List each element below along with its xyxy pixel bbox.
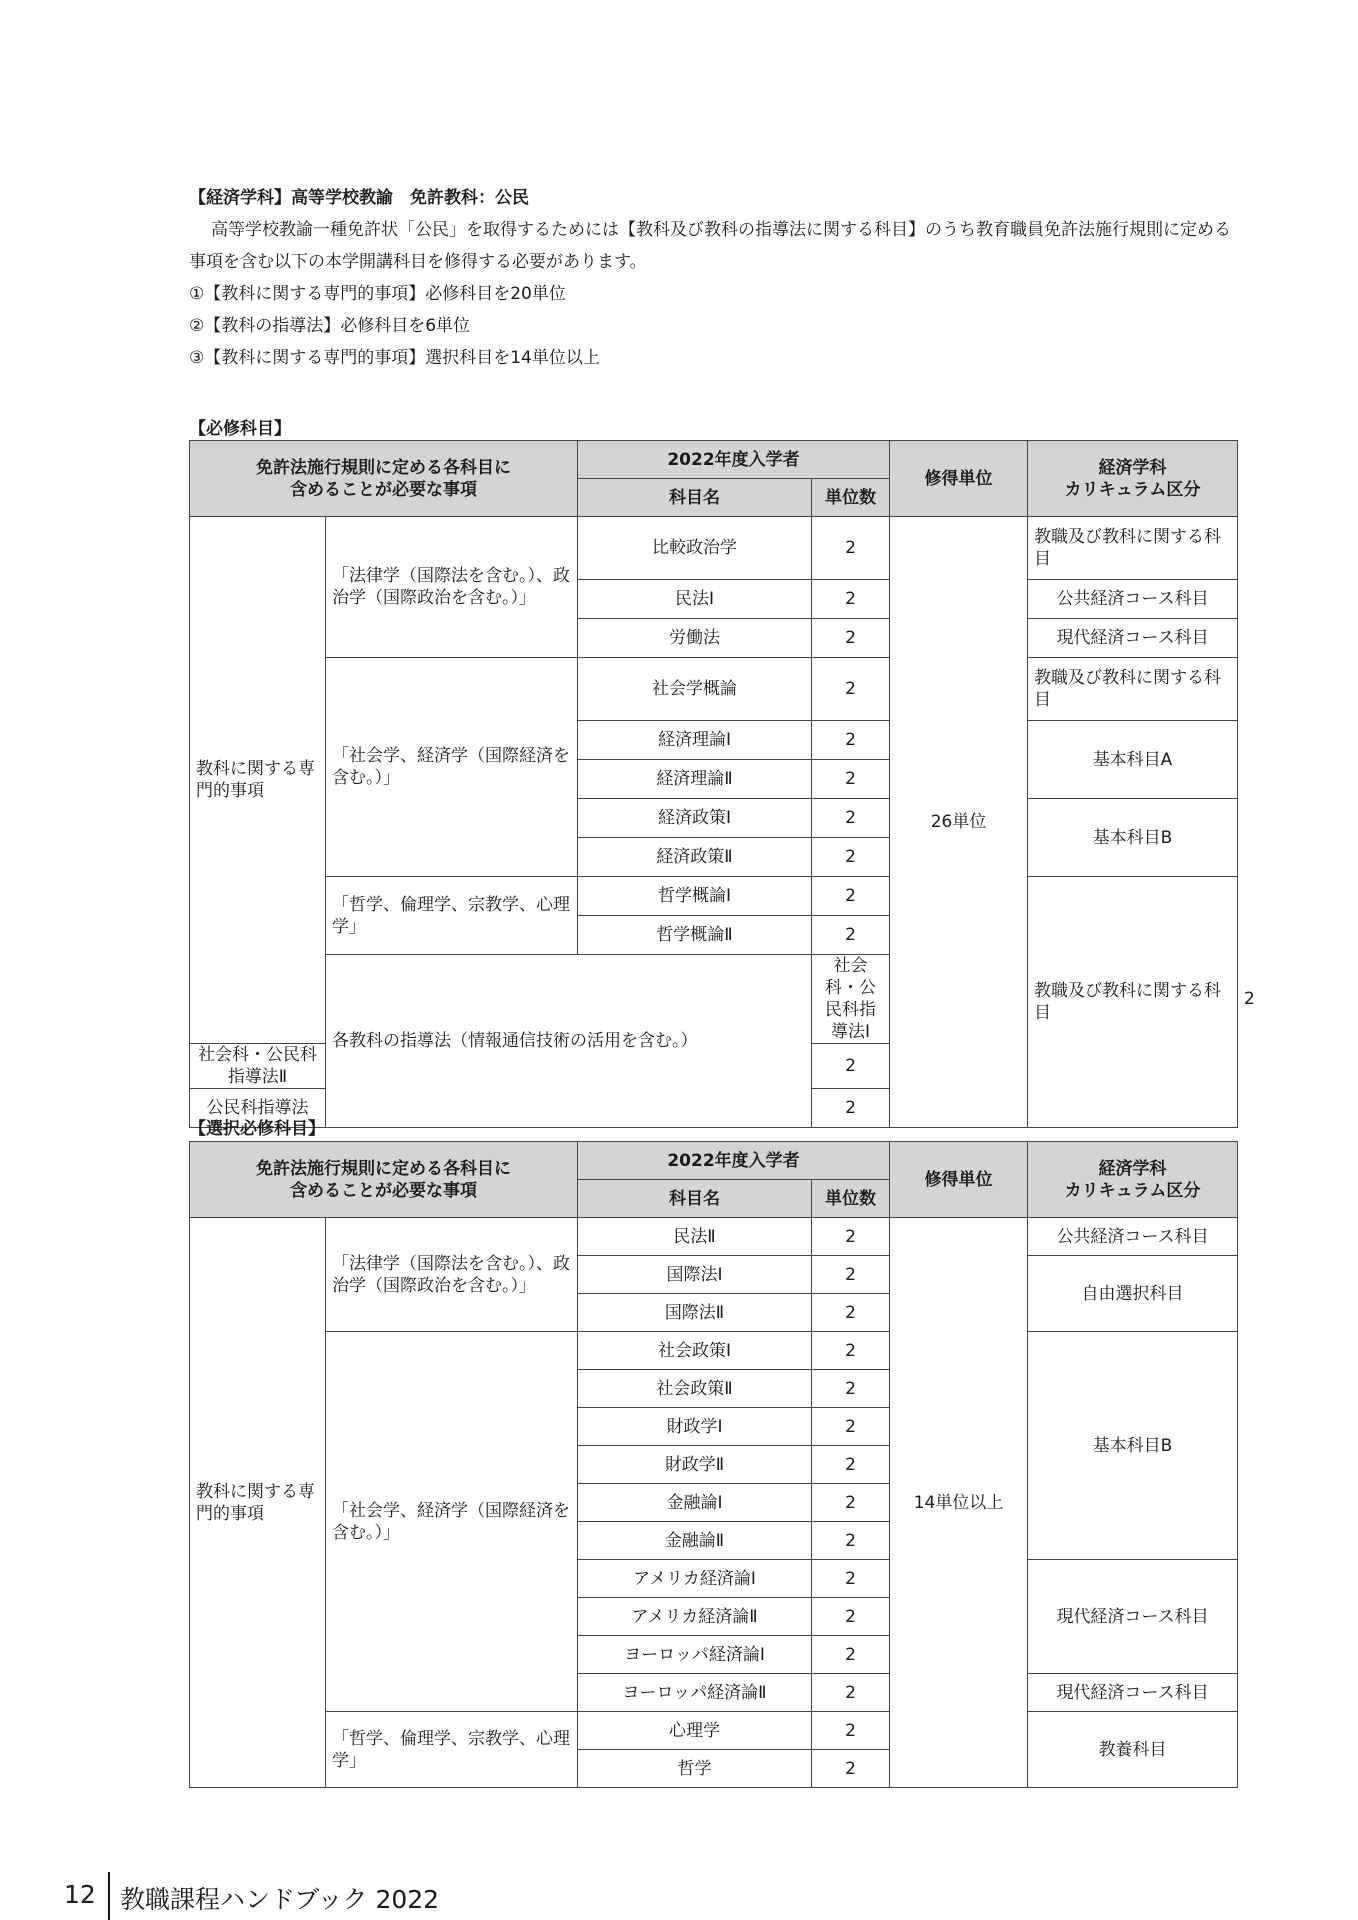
subject-name: 民法Ⅰ [578, 580, 812, 619]
subject-name: 経済政策Ⅱ [578, 838, 812, 877]
requirement-3: ③【教科に関する専門的事項】選択科目を14単位以上 [189, 348, 600, 368]
requirement-1: ①【教科に関する専門的事項】必修科目を20単位 [189, 284, 566, 304]
header-dept: 経済学科 カリキュラム区分 [1028, 441, 1238, 517]
subject-name: 哲学 [578, 1750, 812, 1788]
elective-table [189, 1141, 1238, 1788]
subject-name: ヨーロッパ経済論Ⅱ [578, 1674, 812, 1712]
subject-units: 2 [812, 1294, 890, 1332]
header-year: 2022年度入学者 [578, 1142, 890, 1180]
subject-name: 経済政策Ⅰ [578, 799, 812, 838]
curriculum-division: 公共経済コース科目 [1028, 580, 1238, 619]
subject-units: 2 [812, 1750, 890, 1788]
footer-title: 教職課程ハンドブック 2022 [120, 1885, 440, 1914]
page-number: 12 [64, 1880, 96, 1909]
curriculum-division: 基本科目B [1028, 799, 1238, 877]
subject-name: 経済理論Ⅱ [578, 760, 812, 799]
header-earned: 修得単位 [890, 441, 1028, 517]
subject-name: アメリカ経済論Ⅱ [578, 1598, 812, 1636]
subject-units: 2 [812, 1218, 890, 1256]
subject-units: 2 [812, 1408, 890, 1446]
curriculum-division: 教職及び教科に関する科目 [1028, 877, 1238, 1128]
subject-units: 2 [812, 1560, 890, 1598]
header-legal-items: 免許法施行規則に定める各科目に含めることが必要な事項 [190, 441, 578, 517]
curriculum-division: 教養科目 [1028, 1712, 1238, 1788]
subject-units: 2 [812, 1332, 890, 1370]
header-dept: 経済学科 カリキュラム区分 [1028, 1142, 1238, 1218]
subject-units: 2 [812, 1484, 890, 1522]
subject-name: 金融論Ⅰ [578, 1484, 812, 1522]
subject-units: 2 [812, 1674, 890, 1712]
subject-units: 2 [812, 517, 890, 580]
curriculum-division: 公共経済コース科目 [1028, 1218, 1238, 1256]
subject-name: 哲学概論Ⅰ [578, 877, 812, 916]
required-table: 免許法施行規則に定める各科目に含めることが必要な事項 2022年度入学者 修得単位 経済学科 カリキュラム区分 科目名 単位数 教科に関する専門的事項 「法律学（国際法を含む。）、政治学（国際政治を含む。）」 比較政治学 2 26単位 教職及び教科に関する科目 民法Ⅰ 2 公共経済コース科目 労働法 2 現代経済コース科目 「社会学、経済学（国際経済を含む。）」 社会学概論 2 教職及び教科に関する科目 経済理論Ⅰ 2 基本科目A 経済理論Ⅱ 2 経済政策Ⅰ 2 基本科目B 経済政策Ⅱ 2 「哲学、倫理学、宗教学、心理学」 哲学概論Ⅰ 2 教職及び教科に関する科目 哲学概論Ⅱ 2 各教科の指導法（情報通信技術の活用を含む。） 社会科・公民科指導法Ⅰ 2 社会科・公民科指導法Ⅱ 2 公民科指導法 2 [189, 440, 1238, 1128]
subject-units: 2 [812, 1256, 890, 1294]
subject-units: 2 [812, 1089, 890, 1128]
curriculum-division: 教職及び教科に関する科目 [1028, 517, 1238, 580]
header-legal-items: 免許法施行規則に定める各科目に含めることが必要な事項 [190, 1142, 578, 1218]
header-units: 単位数 [812, 479, 890, 517]
category-teaching-method: 各教科の指導法（情報通信技術の活用を含む。） [326, 955, 812, 1128]
sub-law-politics: 「法律学（国際法を含む。）、政治学（国際政治を含む。）」 [326, 517, 578, 658]
intro-block [189, 214, 1239, 374]
intro-paragraph: 高等学校教諭一種免許状「公民」を取得するためには【教科及び教科の指導法に関する科目】のうち教育職員免許法施行規則に定める事項を含む以下の本学開講科目を修得する必要があります。 [189, 220, 1231, 272]
curriculum-division: 基本科目A [1028, 721, 1238, 799]
subject-units: 2 [812, 1446, 890, 1484]
required-section-label: 【必修科目】 [189, 419, 291, 439]
earned-total: 26単位 [890, 517, 1028, 1128]
header-year: 2022年度入学者 [578, 441, 890, 479]
subject-name: ヨーロッパ経済論Ⅰ [578, 1636, 812, 1674]
subject-name: 心理学 [578, 1712, 812, 1750]
sub-sociology-economics: 「社会学、経済学（国際経済を含む。）」 [326, 1332, 578, 1712]
subject-name: 財政学Ⅰ [578, 1408, 812, 1446]
subject-name: 民法Ⅱ [578, 1218, 812, 1256]
elective-section-label: 【選択必修科目】 [189, 1119, 325, 1139]
category-specialized: 教科に関する専門的事項 [190, 1218, 326, 1788]
curriculum-division: 現代経済コース科目 [1028, 619, 1238, 658]
subject-units: 2 [812, 619, 890, 658]
subject-units: 2 [812, 580, 890, 619]
subject-name: 財政学Ⅱ [578, 1446, 812, 1484]
subject-name: アメリカ経済論Ⅰ [578, 1560, 812, 1598]
curriculum-division: 教職及び教科に関する科目 [1028, 658, 1238, 721]
category-specialized: 教科に関する専門的事項 [190, 517, 326, 1044]
curriculum-division: 現代経済コース科目 [1028, 1674, 1238, 1712]
subject-name: 社会学概論 [578, 658, 812, 721]
subject-units: 2 [812, 838, 890, 877]
header-units: 単位数 [812, 1180, 890, 1218]
subject-units: 2 [812, 721, 890, 760]
subject-units: 2 [812, 1712, 890, 1750]
subject-name: 比較政治学 [578, 517, 812, 580]
page-heading: 【経済学科】高等学校教諭 免許教科：公民 [189, 188, 529, 208]
header-subject: 科目名 [578, 479, 812, 517]
subject-name: 哲学概論Ⅱ [578, 916, 812, 955]
subject-name: 社会科・公民科指導法Ⅱ [190, 1044, 326, 1089]
subject-name: 社会政策Ⅱ [578, 1370, 812, 1408]
header-subject: 科目名 [578, 1180, 812, 1218]
sub-philosophy: 「哲学、倫理学、宗教学、心理学」 [326, 1712, 578, 1788]
subject-units: 2 [812, 1044, 890, 1089]
subject-units: 2 [812, 1370, 890, 1408]
curriculum-division: 現代経済コース科目 [1028, 1560, 1238, 1674]
requirement-2: ②【教科の指導法】必修科目を6単位 [189, 316, 471, 336]
subject-units: 2 [812, 1522, 890, 1560]
subject-name: 国際法Ⅱ [578, 1294, 812, 1332]
subject-units: 2 [812, 877, 890, 916]
subject-units: 2 [812, 658, 890, 721]
sub-philosophy: 「哲学、倫理学、宗教学、心理学」 [326, 877, 578, 955]
footer-divider [108, 1872, 110, 1920]
subject-name: 国際法Ⅰ [578, 1256, 812, 1294]
subject-name: 金融論Ⅱ [578, 1522, 812, 1560]
curriculum-division: 自由選択科目 [1028, 1256, 1238, 1332]
subject-units: 2 [812, 760, 890, 799]
subject-name: 社会政策Ⅰ [578, 1332, 812, 1370]
header-earned: 修得単位 [890, 1142, 1028, 1218]
subject-units: 2 [812, 1598, 890, 1636]
subject-units: 2 [812, 916, 890, 955]
subject-name: 経済理論Ⅰ [578, 721, 812, 760]
sub-sociology-economics: 「社会学、経済学（国際経済を含む。）」 [326, 658, 578, 877]
subject-name: 公民科指導法 [190, 1089, 326, 1128]
curriculum-division: 基本科目B [1028, 1332, 1238, 1560]
sub-law-politics: 「法律学（国際法を含む。）、政治学（国際政治を含む。）」 [326, 1218, 578, 1332]
earned-total: 14単位以上 [890, 1218, 1028, 1788]
subject-name: 社会科・公民科指導法Ⅰ [812, 955, 890, 1044]
subject-units: 2 [812, 1636, 890, 1674]
subject-units: 2 [812, 799, 890, 838]
subject-name: 労働法 [578, 619, 812, 658]
